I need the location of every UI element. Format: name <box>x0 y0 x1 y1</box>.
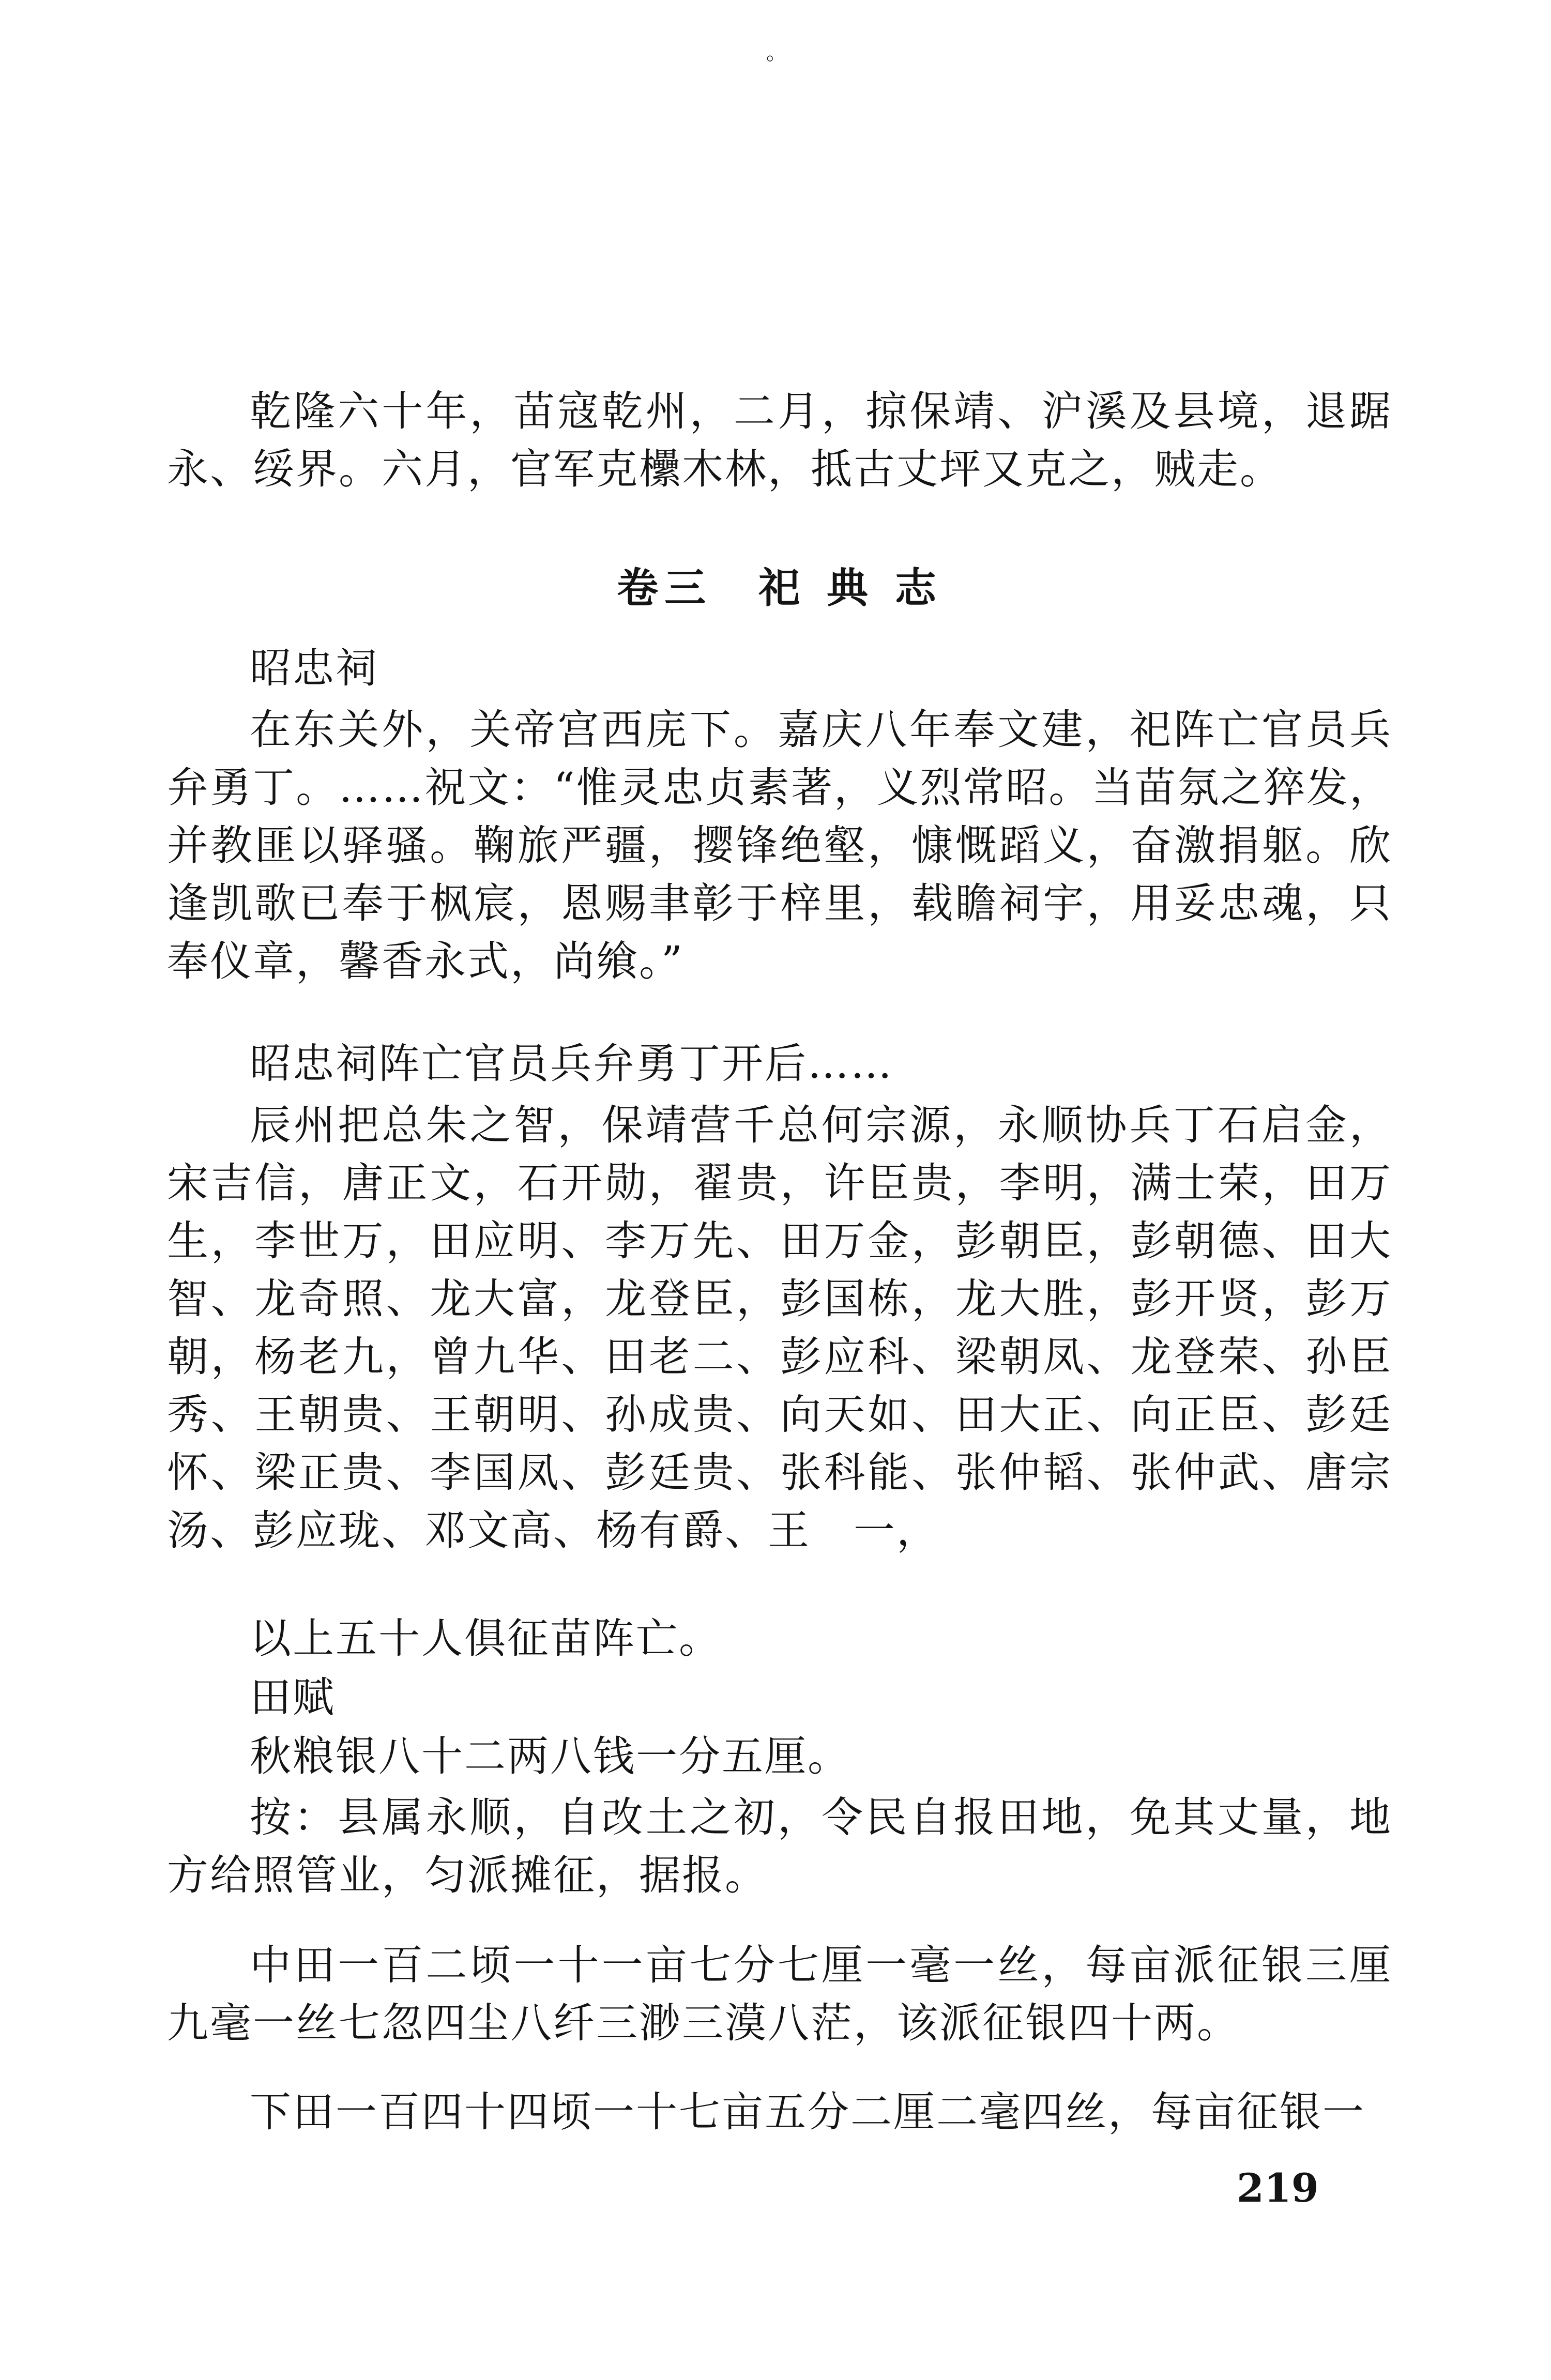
names-block <box>167 1096 1392 1560</box>
tax-line: 秋粮银八十二两八钱一分五厘。 <box>250 1732 850 1780</box>
list-heading: 昭忠祠阵亡官员兵弁勇丁开后…… <box>250 1040 893 1088</box>
section-heading-title: 祀 典 志 <box>758 564 942 612</box>
note-block <box>167 1789 1392 1904</box>
page-number: 219 <box>1237 2165 1319 2211</box>
lower-field-paragraph: 下田一百四十四顷一十七亩五分二厘二毫四丝，每亩征银一 <box>250 2088 1365 2136</box>
middle-field-paragraph: 中田一百二顷一十一亩七分七厘一毫一丝，每亩派征银三厘九毫一丝七忽四尘八纤三渺三漠八茫，该派征银四十两。 <box>167 1941 1392 2047</box>
names-paragraph: 辰州把总朱之智，保靖营千总何宗源，永顺协兵丁石启金，宋吉信，唐正文，石开勋，翟贵，许臣贵，李明，满士荣，田万生，李世万，田应明、李万先、田万金，彭朝臣，彭朝德、田大智、龙奇照、龙大富，龙登臣，彭国栋，龙大胜，彭开贤，彭万朝，杨老九，曾九华、田老二、彭应科、梁朝凤、龙登荣、孙臣秀、王朝贵、王朝明、孙成贵、向天如、田大正、向正臣、彭廷怀、梁正贵、李国凤、彭廷贵、张科能、张仲韬、张仲武、唐宗汤、彭应珑、邓文高、杨有爵、王 一， <box>167 1101 1392 1554</box>
middle-field-block <box>167 1936 1392 2052</box>
lower-field-block <box>167 2083 1392 2141</box>
names-summary: 以上五十人俱征苗阵亡。 <box>250 1614 722 1662</box>
intro-block <box>167 383 1392 498</box>
shrine-paragraph: 在东关外，关帝宫西庑下。嘉庆八年奉文建，祀阵亡官员兵弁勇丁。……祝文：“惟灵忠贞素著，义烈常昭。当苗氛之猝发，并教匪以驿骚。鞠旅严疆，撄锋绝壑，慷慨蹈义，奋激捐躯。欣逢凯歌已奉于枫宸，恩赐聿彰于梓里，载瞻祠宇，用妥忠魂，只奉仪章，馨香永式，尚飨。” <box>167 706 1392 985</box>
tax-title: 田赋 <box>250 1673 336 1721</box>
shrine-block <box>167 701 1392 990</box>
intro-paragraph: 乾隆六十年，苗寇乾州，二月，掠保靖、沪溪及县境，退踞永、绥界。六月，官军克欙木林，抵古丈坪又克之，贼走。 <box>167 387 1392 493</box>
section-heading-volume: 卷三 <box>617 564 712 612</box>
shrine-title: 昭忠祠 <box>250 644 378 692</box>
section-heading <box>167 562 1392 614</box>
note-paragraph: 按：县属永顺，自改土之初，令民自报田地，免其丈量，地方给照管业，匀派摊征，据报。 <box>167 1793 1392 1899</box>
page-top-mark: 。 <box>766 41 787 65</box>
